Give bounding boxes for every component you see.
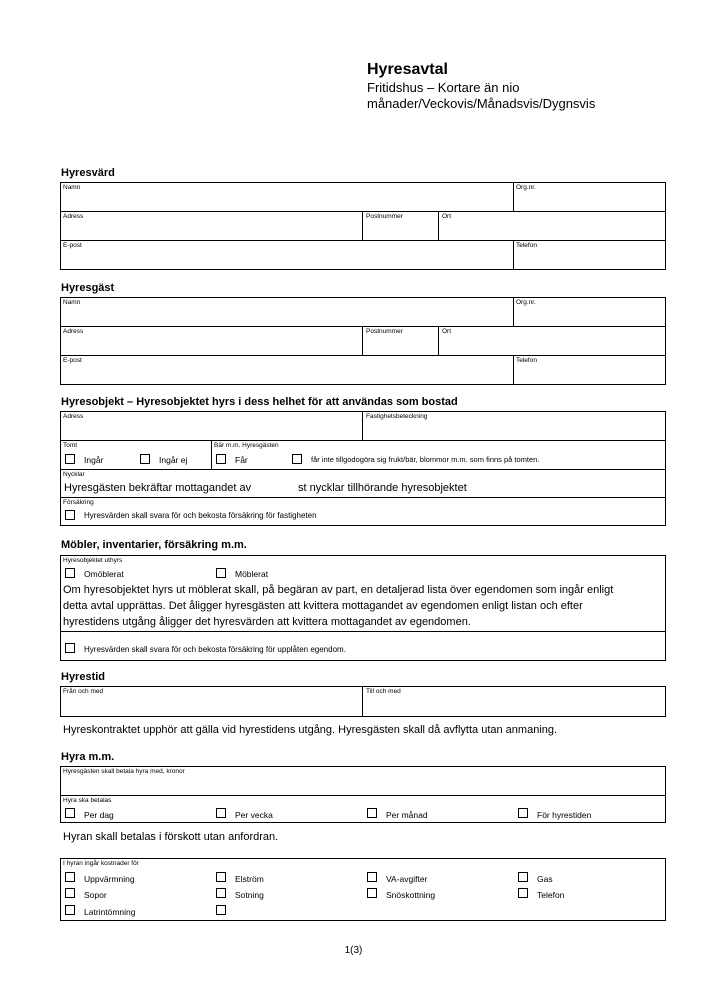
gas-checkbox[interactable] <box>518 872 528 882</box>
hyresgast-telefon-label: Telefon <box>516 357 537 364</box>
va-avgifter-checkbox[interactable] <box>367 872 377 882</box>
fastighetsbeteckning-input[interactable] <box>366 424 662 438</box>
per-manad-checkbox[interactable] <box>367 808 377 818</box>
hyresvard-epost-label: E-post <box>63 242 82 249</box>
per-dag-checkbox[interactable] <box>65 808 75 818</box>
hyresvard-ort-input[interactable] <box>442 224 662 238</box>
per-vecka-label: Per vecka <box>235 810 273 820</box>
moblerat-checkbox[interactable] <box>216 568 226 578</box>
hyresvard-orgnr-label: Org.nr. <box>516 184 536 191</box>
nycklar-text-end: st nycklar tillhörande hyresobjektet <box>298 482 467 494</box>
fastighetsbeteckning-label: Fastighetsbeteckning <box>366 413 428 420</box>
far-inte-label: får inte tillgodogöra sig frukt/bär, blommor m.m. som finns på tomten. <box>311 455 540 464</box>
tomt-ingar-ej-checkbox[interactable] <box>140 454 150 464</box>
hyresvard-adress-label: Adress <box>63 213 84 220</box>
telefon-kostnad-label: Telefon <box>537 890 565 900</box>
elstrom-label: Elström <box>235 874 264 884</box>
hyresvard-telefon-label: Telefon <box>516 242 537 249</box>
hyresgast-postnummer-input[interactable] <box>366 339 434 353</box>
nycklar-label: Nycklar <box>63 471 85 478</box>
forskott-text: Hyran skall betalas i förskott utan anfordran. <box>63 831 279 843</box>
till-och-med-label: Till och med <box>366 688 401 695</box>
hyresvard-epost-input[interactable] <box>63 253 508 267</box>
forsakring-fastighet-checkbox[interactable] <box>65 510 75 520</box>
hyresvard-namn-input[interactable] <box>63 195 508 209</box>
mobler-paragraph-line: hyrestidens utgång åligger det hyresvärden att kvittera mottagandet av egendomen. <box>63 616 471 628</box>
va-avgifter-label: VA-avgifter <box>386 874 428 884</box>
uppvarmning-checkbox[interactable] <box>65 872 75 882</box>
hyresgast-epost-label: E-post <box>63 357 82 364</box>
per-manad-label: Per månad <box>386 810 428 820</box>
bar-label: Bär m.m. Hyresgästen <box>214 442 279 449</box>
tomt-ingar-label: Ingår <box>84 455 104 465</box>
hyresobjekt-adress-label: Adress <box>63 413 84 420</box>
per-dag-label: Per dag <box>84 810 114 820</box>
hyra-belopp-label: Hyresgästen skall betala hyra med, kronor <box>63 768 185 775</box>
hyresgast-orgnr-input[interactable] <box>516 310 662 324</box>
hyresvard-postnummer-label: Postnummer <box>366 213 403 220</box>
uthyrs-label: Hyresobjektet uthyrs <box>63 557 123 564</box>
fran-och-med-input[interactable] <box>63 699 358 713</box>
sotning-label: Sotning <box>235 890 264 900</box>
far-inte-checkbox[interactable] <box>292 454 302 464</box>
hyrestid-text: Hyreskontraktet upphör att gälla vid hyrestidens utgång. Hyresgästen skall då avflytta utan anmaning. <box>63 724 558 736</box>
uppvarmning-label: Uppvärmning <box>84 874 135 884</box>
hyresgast-postnummer-label: Postnummer <box>366 328 403 335</box>
hyra-belopp-input[interactable] <box>63 779 661 793</box>
mobler-paragraph-line: detta avtal upprättas. Det åligger hyresgästen att kvittera mottagandet av egendomen enligt listan och efter <box>63 600 583 612</box>
forsakring-label: Försäkring <box>63 499 94 506</box>
hyresgast-namn-label: Namn <box>63 299 81 306</box>
nycklar-text-start: Hyresgästen bekräftar mottagandet av <box>64 482 252 494</box>
omoblerat-checkbox[interactable] <box>65 568 75 578</box>
elstrom-checkbox[interactable] <box>216 872 226 882</box>
latrintomning-checkbox[interactable] <box>65 905 75 915</box>
fran-och-med-label: Från och med <box>63 688 104 695</box>
mobler-paragraph-line: Om hyresobjektet hyrs ut möblerat skall, på begäran av part, en detaljerad lista över egendomen som ingår enligt <box>63 584 614 596</box>
kostnader-label: I hyran ingår kostnader för <box>63 860 139 867</box>
hyresgast-ort-input[interactable] <box>442 339 662 353</box>
section-hyresobjekt: Hyresobjekt – Hyresobjektet hyrs i dess helhet för att användas som bostad <box>61 396 458 408</box>
for-hyrestiden-checkbox[interactable] <box>518 808 528 818</box>
section-hyresvard: Hyresvärd <box>61 167 115 179</box>
sopor-label: Sopor <box>84 890 107 900</box>
hyresobjekt-adress-input[interactable] <box>63 424 358 438</box>
hyresvard-postnummer-input[interactable] <box>366 224 434 238</box>
tomt-ingar-ej-label: Ingår ej <box>159 455 188 465</box>
mobler-paragraph <box>63 582 613 630</box>
hyresgast-ort-label: Ort <box>442 328 452 335</box>
forsakring-egendom-checkbox[interactable] <box>65 643 75 653</box>
latrintomning-label: Latrintömning <box>84 907 136 917</box>
hyra-betalas-label: Hyra ska betalas <box>63 797 112 804</box>
hyresgast-adress-label: Adress <box>63 328 84 335</box>
kostnader-box <box>60 858 666 921</box>
forsakring-fastighet-text: Hyresvärden skall svara för och bekosta försäkring för fastigheten <box>84 511 317 520</box>
hyresgast-adress-input[interactable] <box>63 339 358 353</box>
snoskottning-checkbox[interactable] <box>367 888 377 898</box>
gas-label: Gas <box>537 874 553 884</box>
hyresgast-telefon-input[interactable] <box>516 368 662 382</box>
telefon-kostnad-checkbox[interactable] <box>518 888 528 898</box>
hyresgast-orgnr-label: Org.nr. <box>516 299 536 306</box>
per-vecka-checkbox[interactable] <box>216 808 226 818</box>
section-hyra: Hyra m.m. <box>61 751 115 763</box>
hyresvard-orgnr-input[interactable] <box>516 195 662 209</box>
far-checkbox[interactable] <box>216 454 226 464</box>
moblerat-label: Möblerat <box>235 569 269 579</box>
hyresvard-ort-label: Ort <box>442 213 452 220</box>
tomt-label: Tomt <box>63 442 78 449</box>
hyresvard-telefon-input[interactable] <box>516 253 662 267</box>
omoblerat-label: Omöblerat <box>84 569 124 579</box>
till-och-med-input[interactable] <box>366 699 662 713</box>
section-mobler: Möbler, inventarier, försäkring m.m. <box>61 539 247 551</box>
hyresvard-namn-label: Namn <box>63 184 81 191</box>
hyresgast-namn-input[interactable] <box>63 310 508 324</box>
snoskottning-label: Snöskottning <box>386 890 436 900</box>
document-subtitle: Fritidshus – Kortare än nio månader/Veckovis/Månadsvis/Dygnsvis <box>367 80 596 111</box>
ovrigt-checkbox[interactable] <box>216 905 226 915</box>
for-hyrestiden-label: För hyrestiden <box>537 810 592 820</box>
far-label: Får <box>235 455 248 465</box>
sopor-checkbox[interactable] <box>65 888 75 898</box>
section-hyresgast: Hyresgäst <box>61 282 115 294</box>
hyresgast-epost-input[interactable] <box>63 368 508 382</box>
page-number: 1(3) <box>344 945 363 956</box>
document-title: Hyresavtal <box>367 61 448 78</box>
antal-nycklar-input[interactable] <box>268 482 294 495</box>
forsakring-egendom-text: Hyresvärden skall svara för och bekosta försäkring för upplåten egendom. <box>84 645 346 654</box>
hyresvard-adress-input[interactable] <box>63 224 358 238</box>
tomt-ingar-checkbox[interactable] <box>65 454 75 464</box>
sotning-checkbox[interactable] <box>216 888 226 898</box>
section-hyrestid: Hyrestid <box>61 671 106 683</box>
